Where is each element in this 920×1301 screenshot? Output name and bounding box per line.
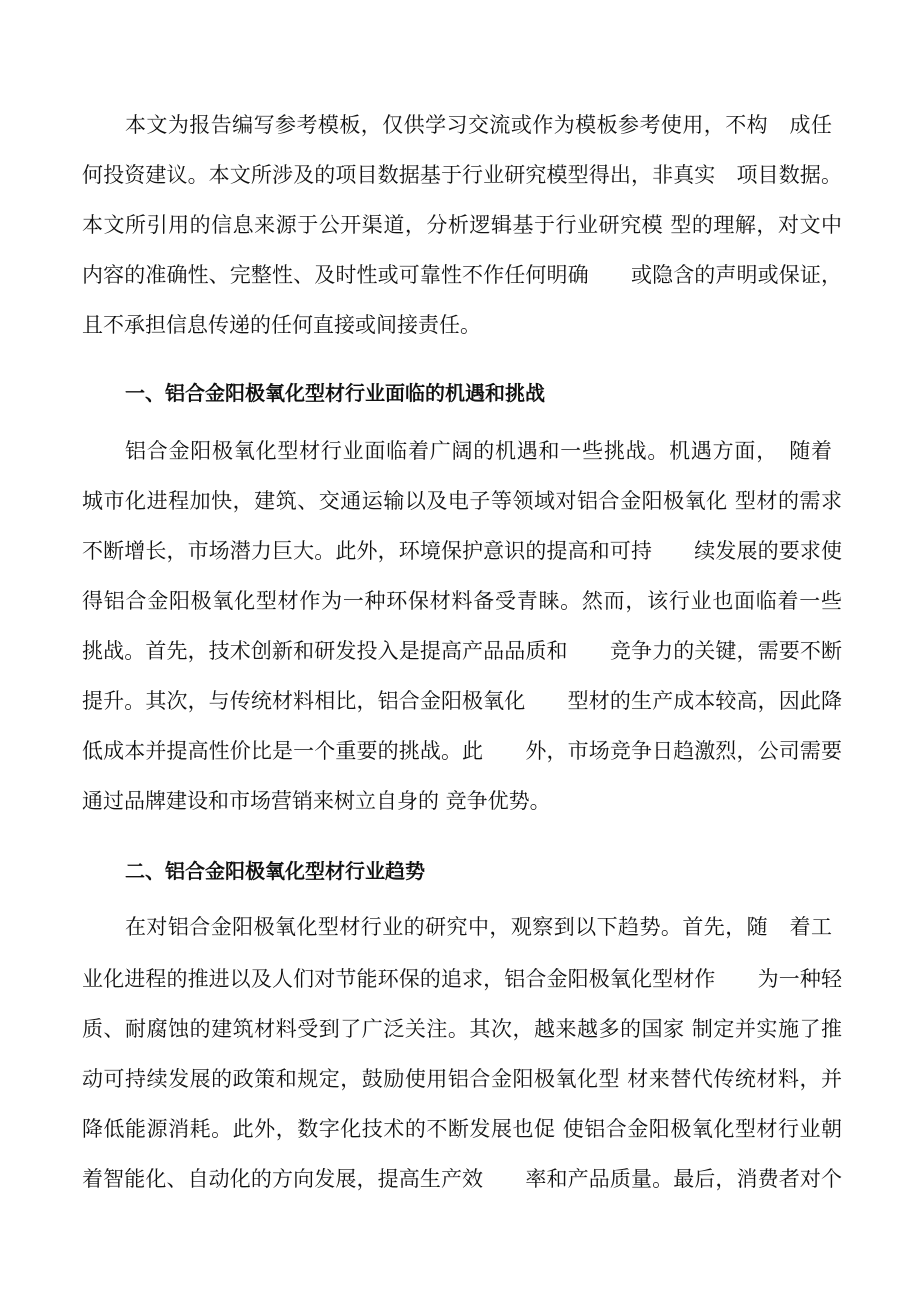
paragraph-line: 铝合金阳极氧化型材行业面临着广阔的机遇和一些挑战。机遇方面， 随着	[125, 439, 832, 463]
paragraph-line: 挑战。首先，技术创新和研发投入是提高产品品质和 竞争力的关键，需要不断	[82, 639, 842, 663]
paragraph-line: 通过品牌建设和市场营销来树立自身的 竞争优势。	[82, 789, 551, 813]
paragraph-line: 得铝合金阳极氧化型材作为一种环保材料备受青睐。然而，该行业也面临着一些	[82, 589, 842, 613]
disclaimer-line: 内容的准确性、完整性、及时性或可靠性不作任何明确 或隐含的声明或保证，	[82, 263, 842, 287]
paragraph-line: 动可持续发展的政策和规定，鼓励使用铝合金阳极氧化型 材来替代传统材料，并	[82, 1067, 842, 1091]
paragraph-line: 降低能源消耗。此外，数字化技术的不断发展也促 使铝合金阳极氧化型材行业朝	[82, 1117, 842, 1141]
paragraph-line: 提升。其次，与传统材料相比，铝合金阳极氧化 型材的生产成本较高，因此降	[82, 689, 842, 713]
disclaimer-line: 且不承担信息传递的任何直接或间接责任。	[82, 313, 481, 337]
disclaimer-line: 本文为报告编写参考模板，仅供学习交流或作为模板参考使用，不构 成任	[125, 113, 832, 137]
paragraph-line: 业化进程的推进以及人们对节能环保的追求，铝合金阳极氧化型材作 为一种轻	[82, 967, 842, 991]
paragraph-line: 城市化进程加快，建筑、交通运输以及电子等领域对铝合金阳极氧化 型材的需求	[82, 489, 842, 513]
disclaimer-line: 本文所引用的信息来源于公开渠道，分析逻辑基于行业研究模 型的理解，对文中	[82, 213, 842, 237]
paragraph-line: 质、耐腐蚀的建筑材料受到了广泛关注。其次，越来越多的国家 制定并实施了推	[82, 1017, 842, 1041]
section-heading-2: 二、铝合金阳极氧化型材行业趋势	[125, 859, 425, 883]
paragraph-line: 在对铝合金阳极氧化型材行业的研究中，观察到以下趋势。首先，随 着工	[125, 915, 832, 939]
paragraph-line: 不断增长，市场潜力巨大。此外，环境保护意识的提高和可持 续发展的要求使	[82, 539, 842, 563]
disclaimer-line: 何投资建议。本文所涉及的项目数据基于行业研究模型得出，非真实 项目数据。	[82, 163, 842, 187]
paragraph-line: 低成本并提高性价比是一个重要的挑战。此 外，市场竞争日趋激烈，公司需要	[82, 739, 842, 763]
section-heading-1: 一、铝合金阳极氧化型材行业面临的机遇和挑战	[125, 381, 545, 405]
paragraph-line: 着智能化、自动化的方向发展，提高生产效 率和产品质量。最后，消费者对个	[82, 1167, 842, 1191]
